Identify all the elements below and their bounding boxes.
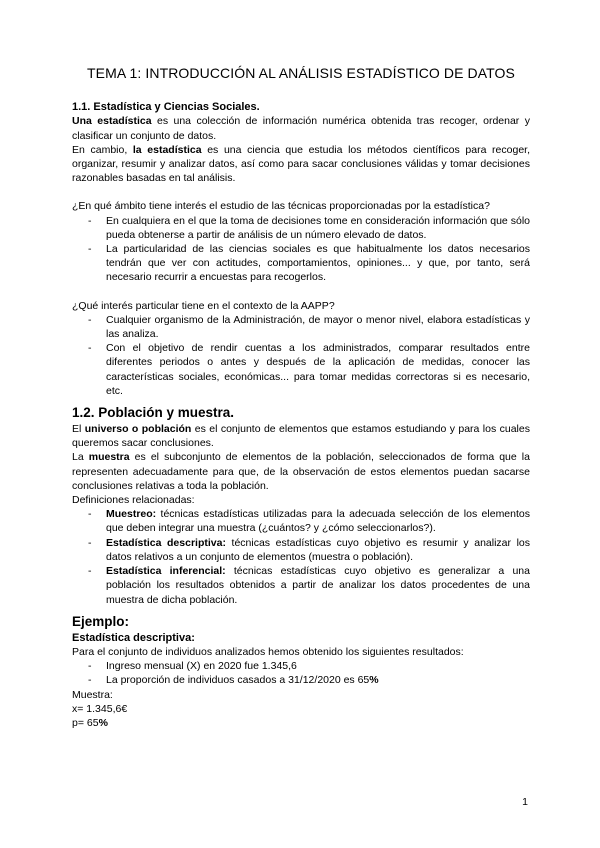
definition-una-estadistica: Una estadística es una colección de información numérica obtenida tras recoger, ordenar y clasificar un conjunto de datos.: [72, 115, 530, 142]
list-item: - Con el objetivo de rendir cuentas a los administrados, comparar resultados entre diferentes periodos o antes y después de la aplicación de medidas, conocer las características sociales, económicas... para tomar medidas correctoras si es necesario, etc.: [106, 341, 530, 398]
list-item: - Cualquier organismo de la Administración, de mayor o menor nivel, elabora estadísticas y las analiza.: [106, 313, 530, 341]
question-aapp-list: [72, 313, 530, 398]
section-heading-1-1: 1.1. Estadística y Ciencias Sociales.: [72, 101, 260, 114]
list-item: - Estadística inferencial: técnicas estadísticas cuyo objetivo es generalizar a una población los resultados obtenidos a partir de analizar los datos procedentes de una muestra de dicha población.: [106, 564, 530, 607]
list-item: - Estadística descriptiva: técnicas estadísticas cuyo objetivo es resumir y analizar los datos relativos a un conjunto de elementos (muestra o población).: [106, 536, 530, 564]
page-number: 1: [522, 796, 528, 808]
sample-label: Muestra:: [72, 688, 113, 701]
question-ambito: ¿En qué ámbito tiene interés el estudio de las técnicas proporcionadas por la estadística?: [72, 200, 490, 213]
sample-mean: x= 1.345,6€: [72, 702, 128, 715]
example-list: [72, 659, 530, 687]
definition-la-estadistica: En cambio, la estadística es una ciencia que estudia los métodos científicos para recoger, organizar, resumir y analizar datos, así como para sacar conclusiones válidas y tomar decisiones razonables basadas en tal análisis.: [72, 143, 530, 185]
list-item: - Ingreso mensual (X) en 2020 fue 1.345,6: [106, 659, 530, 673]
list-item: - En cualquiera en el que la toma de decisiones tome en consideración información que sólo pueda obtenerse a partir de análisis de un número elevado de datos.: [106, 214, 530, 242]
definitions-intro: Definiciones relacionadas:: [72, 494, 195, 507]
definitions-list: [72, 507, 530, 606]
document-page: [72, 66, 530, 730]
question-aapp: ¿Qué interés particular tiene en el contexto de la AAPP?: [72, 299, 335, 312]
definition-poblacion: El universo o población es el conjunto de elementos que estamos estudiando y para los cuales queremos sacar conclusiones.: [72, 423, 530, 450]
section-heading-1-2: 1.2. Población y muestra.: [72, 405, 235, 421]
question-ambito-list: [72, 214, 530, 285]
sample-proportion: p= 65%: [72, 716, 108, 729]
example-heading: Ejemplo:: [72, 613, 130, 629]
list-item: - Muestreo: técnicas estadísticas utilizadas para la adecuada selección de los elementos que deben integrar una muestra (¿cuántos? y ¿cómo seleccionarlos?).: [106, 507, 530, 535]
page-title: TEMA 1: INTRODUCCIÓN AL ANÁLISIS ESTADÍSTICO DE DATOS: [87, 65, 515, 81]
list-item: - La proporción de individuos casados a 31/12/2020 es 65%: [106, 673, 530, 687]
definition-muestra: La muestra es el subconjunto de elementos de la población, seleccionados de forma que la representen adecuadamente para que, de la observación de estos elementos puedan sacarse conclusiones relativas a toda la población.: [72, 451, 530, 492]
list-item: - La particularidad de las ciencias sociales es que habitualmente los datos necesarios tendrán que ver con actitudes, comportamientos, opiniones... y que, por tanto, será necesario recurrir a encuestas para recogerlos.: [106, 242, 530, 285]
example-subheading: Estadística descriptiva:: [72, 631, 195, 644]
example-intro: Para el conjunto de individuos analizados hemos obtenido los siguientes resultados:: [72, 645, 464, 658]
